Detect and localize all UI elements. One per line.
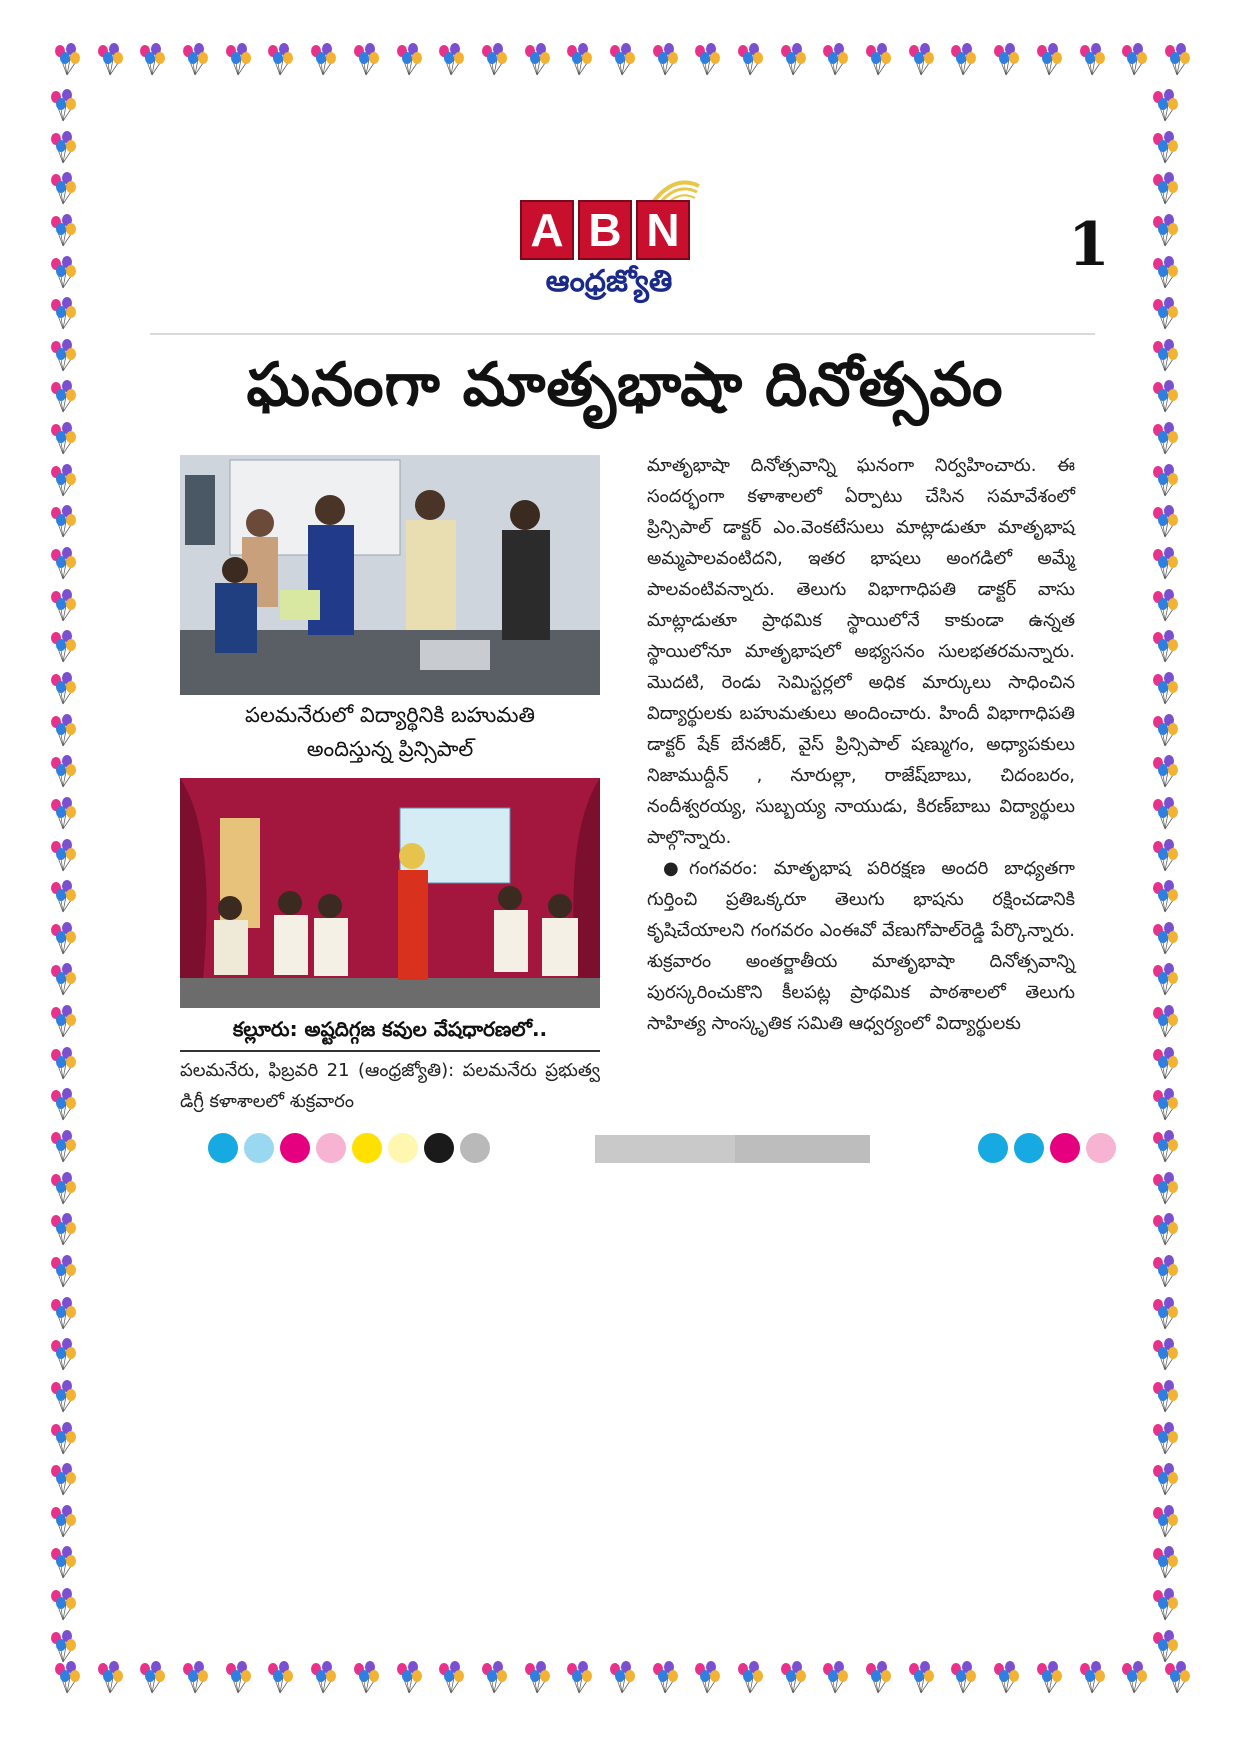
balloon-border-top [52, 42, 1192, 90]
registration-dot [1014, 1133, 1044, 1163]
performance-photo-image [180, 778, 600, 1008]
balloon-icon [48, 1629, 78, 1663]
balloon-icon [308, 42, 338, 76]
balloon-icon [1119, 1660, 1149, 1694]
balloon-icon [1119, 42, 1149, 76]
balloon-icon [650, 1660, 680, 1694]
balloon-icon [1150, 171, 1180, 205]
balloon-icon [564, 42, 594, 76]
balloon-icon [863, 1660, 893, 1694]
photo-prize-distribution [180, 455, 600, 695]
balloon-icon [1150, 379, 1180, 413]
balloon-icon [1150, 1254, 1180, 1288]
balloon-icon [48, 463, 78, 497]
balloon-icon [48, 1545, 78, 1579]
balloon-icon [48, 1004, 78, 1038]
balloon-icon [351, 1660, 381, 1694]
balloon-icon [1034, 1660, 1064, 1694]
balloon-icon [95, 42, 125, 76]
balloon-icon [394, 42, 424, 76]
balloon-icon [1150, 213, 1180, 247]
balloon-icon [223, 1660, 253, 1694]
balloon-icon [394, 1660, 424, 1694]
balloon-icon [308, 1660, 338, 1694]
balloon-icon [1150, 338, 1180, 372]
balloon-icon [479, 1660, 509, 1694]
balloon-icon [95, 1660, 125, 1694]
balloon-icon [223, 42, 253, 76]
balloon-icon [1150, 1421, 1180, 1455]
balloon-icon [522, 42, 552, 76]
balloon-icon [1150, 1129, 1180, 1163]
balloon-icon [820, 42, 850, 76]
balloon-icon [48, 1337, 78, 1371]
balloon-icon [48, 754, 78, 788]
balloon-icon [1150, 463, 1180, 497]
photo1-caption-line2: అందిస్తున్న ప్రిన్సిపాల్ [306, 737, 474, 761]
balloon-icon [522, 1660, 552, 1694]
balloon-icon [1034, 42, 1064, 76]
registration-dot [1086, 1133, 1116, 1163]
balloon-icon [137, 42, 167, 76]
balloon-border-left [48, 88, 96, 1663]
balloon-icon [52, 1660, 82, 1694]
balloon-icon [607, 1660, 637, 1694]
balloon-icon [1150, 1545, 1180, 1579]
balloon-icon [48, 88, 78, 122]
balloon-icon [479, 42, 509, 76]
registration-dots-right [978, 1133, 1116, 1163]
logo-letter-n: N [636, 200, 690, 260]
prize-photo-image [180, 455, 600, 695]
balloon-icon [863, 42, 893, 76]
balloon-icon [48, 1462, 78, 1496]
balloon-icon [948, 42, 978, 76]
balloon-icon [1150, 796, 1180, 830]
header-divider [150, 333, 1095, 335]
balloon-icon [48, 296, 78, 330]
registration-dot [978, 1133, 1008, 1163]
photo1-caption-line1: పలమనేరులో విద్యార్థినికి బహుమతి [245, 703, 535, 727]
balloon-icon [48, 130, 78, 164]
balloon-icon [48, 588, 78, 622]
logo-letters [520, 200, 690, 260]
balloon-icon [1150, 1462, 1180, 1496]
balloon-icon [778, 1660, 808, 1694]
balloon-icon [991, 42, 1021, 76]
balloon-icon [48, 1171, 78, 1205]
balloon-icon [607, 42, 637, 76]
balloon-icon [1150, 1171, 1180, 1205]
balloon-icon [1150, 588, 1180, 622]
balloon-icon [1150, 629, 1180, 663]
balloon-icon [1077, 42, 1107, 76]
balloon-icon [820, 1660, 850, 1694]
balloon-icon [1162, 42, 1192, 76]
balloon-icon [180, 1660, 210, 1694]
balloon-icon [906, 42, 936, 76]
balloon-border-right [1150, 88, 1198, 1663]
balloon-icon [48, 1129, 78, 1163]
balloon-icon [692, 42, 722, 76]
balloon-icon [1150, 255, 1180, 289]
balloon-icon [1150, 754, 1180, 788]
balloon-icon [1150, 838, 1180, 872]
balloon-icon [1150, 1004, 1180, 1038]
balloon-icon [1150, 88, 1180, 122]
balloon-icon [48, 1379, 78, 1413]
balloon-icon [1150, 713, 1180, 747]
logo-letter-a: A [520, 200, 574, 260]
article-headline: ఘనంగా మాతృభాషా దినోత్సవం [246, 350, 1004, 420]
print-gray-bar [595, 1135, 870, 1163]
balloon-icon [48, 713, 78, 747]
balloon-icon [436, 1660, 466, 1694]
balloon-icon [48, 421, 78, 455]
balloon-icon [48, 796, 78, 830]
balloon-icon [1150, 879, 1180, 913]
balloon-icon [52, 42, 82, 76]
balloon-icon [48, 1212, 78, 1246]
newspaper-clipping [150, 150, 1110, 1170]
balloon-icon [48, 171, 78, 205]
balloon-icon [48, 379, 78, 413]
registration-dot [424, 1133, 454, 1163]
balloon-icon [948, 1660, 978, 1694]
balloon-icon [48, 1254, 78, 1288]
article-paragraph-2: ●గంగవరం: మాతృభాష పరిరక్షణ అందరి బాధ్యతగా గుర్తించి ప్రతిఒక్కరూ తెలుగు భాషను రక్షించడానికి కృషిచేయాలని గంగవరం ఎంఈవో వేణుగోపాల్‌రెడ్డి పేర్కొన్నారు. శుక్రవారం అంతర్జాతీయ మాతృభాషా దినోత్సవాన్ని పురస్కరించుకొని కీలపట్ల ప్రాథమిక పాఠశాలలో తెలుగు సాహిత్య సాంస్కృతిక సమితి ఆధ్వర్యంలో విద్యార్థులకు [647, 858, 1075, 1034]
balloon-icon [48, 629, 78, 663]
balloon-icon [1150, 1296, 1180, 1330]
balloon-icon [265, 42, 295, 76]
balloon-icon [1150, 130, 1180, 164]
balloon-icon [1150, 1504, 1180, 1538]
balloon-border-bottom [52, 1660, 1192, 1708]
registration-dot [460, 1133, 490, 1163]
photo1-caption [180, 698, 600, 766]
balloon-icon [1150, 921, 1180, 955]
balloon-icon [1150, 296, 1180, 330]
balloon-icon [1150, 1629, 1180, 1663]
balloon-icon [48, 546, 78, 580]
balloon-icon [778, 42, 808, 76]
balloon-icon [351, 42, 381, 76]
logo-telugu-name: ఆంధ్రజ్యోతి [545, 264, 673, 299]
balloon-icon [48, 1087, 78, 1121]
logo-letter-b: B [578, 200, 632, 260]
balloon-icon [48, 255, 78, 289]
balloon-icon [48, 962, 78, 996]
registration-dot [352, 1133, 382, 1163]
balloon-icon [48, 1587, 78, 1621]
balloon-icon [1150, 1587, 1180, 1621]
article-paragraph-1: మాతృభాషా దినోత్సవాన్ని ఘనంగా నిర్వహించారు. ఈ సందర్భంగా కళాశాలలో ఏర్పాటు చేసిన సమావేశంలో ప్రిన్సిపాల్ డాక్టర్ ఎం.వెంకటేసులు మాట్లాడుతూ మాతృభాష అమ్మపాలవంటిదని, ఇతర భాషలు అంగడిలో అమ్మే పాలవంటివన్నారు. తెలుగు విభాగాధిపతి డాక్టర్ వాసు మాట్లాడుతూ ప్రాథమిక స్థాయిలోనే కాకుండా ఉన్నత స్థాయిలోనూ మాతృభాషలో అభ్యసనం సులభతరమన్నారు. మొదటి, రెండు సెమిస్టర్లలో అధిక మార్కులు సాధించిన విద్యార్థులకు బహుమతులు అందించారు. హిందీ విభాగాధిపతి డాక్టర్ షేక్ బేనజీర్, వైస్ ప్రిన్సిపాల్ షణ్ముగం, అధ్యాపకులు నిజాముద్దీన్ , నూరుల్లా, రాజేష్‌బాబు, చిదంబరం, నందీశ్వరయ్య, సుబ్బయ్య నాయుడు, కిరణ్‌బాబు విద్యార్థులు పాల్గొన్నారు. [647, 455, 1075, 848]
balloon-icon [1150, 504, 1180, 538]
caption-divider [180, 1050, 600, 1052]
balloon-icon [48, 838, 78, 872]
balloon-icon [48, 504, 78, 538]
balloon-icon [48, 338, 78, 372]
balloon-icon [1150, 421, 1180, 455]
balloon-icon [1162, 1660, 1192, 1694]
balloon-icon [650, 42, 680, 76]
registration-dot [280, 1133, 310, 1163]
balloon-icon [48, 213, 78, 247]
article-body-left: పలమనేరు, ఫిబ్రవరి 21 (ఆంధ్రజ్యోతి): పలమనేరు ప్రభుత్వ డిగ్రీ కళాశాలలో శుక్రవారం [180, 1060, 600, 1112]
balloon-icon [180, 42, 210, 76]
balloon-icon [564, 1660, 594, 1694]
balloon-icon [1150, 546, 1180, 580]
balloon-icon [1150, 1087, 1180, 1121]
balloon-icon [1150, 671, 1180, 705]
balloon-icon [48, 671, 78, 705]
balloon-icon [48, 921, 78, 955]
cropped-edge-character: 1 [1068, 210, 1110, 280]
registration-dot [208, 1133, 238, 1163]
balloon-icon [906, 1660, 936, 1694]
balloon-icon [48, 879, 78, 913]
balloon-icon [1077, 1660, 1107, 1694]
photo-costume-performance [180, 778, 600, 1008]
balloon-icon [991, 1660, 1021, 1694]
balloon-icon [1150, 1379, 1180, 1413]
balloon-icon [735, 42, 765, 76]
balloon-icon [692, 1660, 722, 1694]
abn-logo [520, 170, 720, 310]
balloon-icon [48, 1504, 78, 1538]
article-body-right [647, 450, 1075, 1039]
balloon-icon [1150, 962, 1180, 996]
balloon-icon [1150, 1046, 1180, 1080]
balloon-icon [265, 1660, 295, 1694]
photo2-caption: కల్లూరు: అష్టదిగ్గజ కవుల వేషధారణలో.. [232, 1017, 548, 1041]
registration-dots-left [208, 1133, 490, 1163]
registration-dot [316, 1133, 346, 1163]
balloon-icon [48, 1296, 78, 1330]
registration-dot [1050, 1133, 1080, 1163]
registration-dot [244, 1133, 274, 1163]
balloon-icon [735, 1660, 765, 1694]
registration-dot [388, 1133, 418, 1163]
balloon-icon [137, 1660, 167, 1694]
balloon-icon [436, 42, 466, 76]
balloon-icon [48, 1421, 78, 1455]
balloon-icon [1150, 1337, 1180, 1371]
balloon-icon [48, 1046, 78, 1080]
balloon-icon [1150, 1212, 1180, 1246]
